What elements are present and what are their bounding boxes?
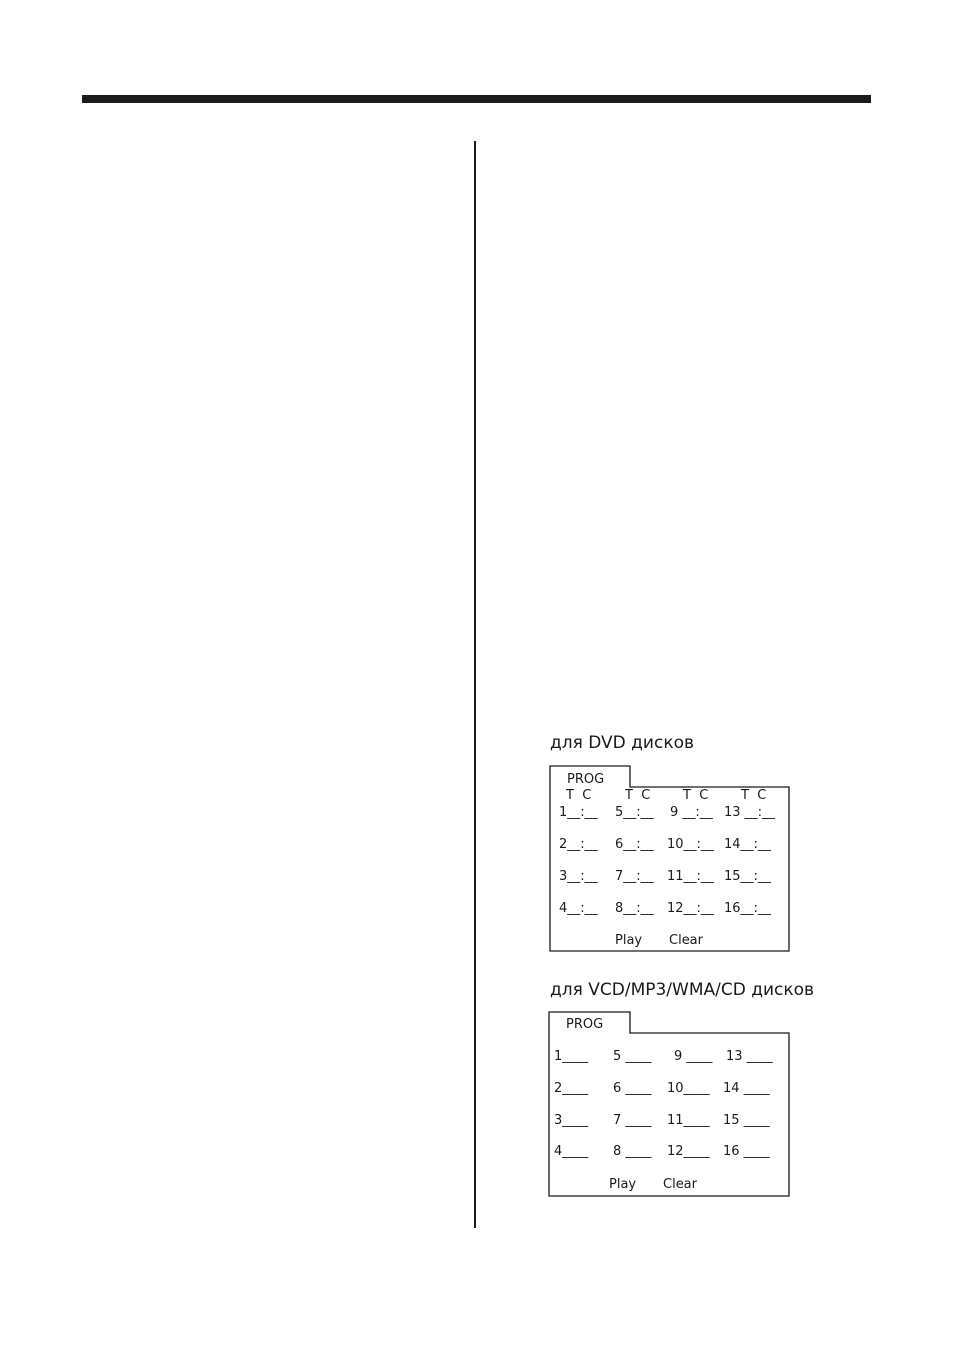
dvd-slot[interactable]: 8__:__ (615, 901, 654, 916)
vcd-slot[interactable]: 16 ____ (723, 1144, 770, 1159)
dvd-slot[interactable]: 1__:__ (559, 805, 598, 820)
dvd-program-menu (549, 765, 790, 952)
dvd-slot[interactable]: 13 __:__ (724, 805, 776, 820)
dvd-slot[interactable]: 3__:__ (559, 869, 598, 884)
dvd-slot[interactable]: 6__:__ (615, 837, 654, 852)
column-divider (474, 141, 476, 1228)
dvd-play-button[interactable]: Play (615, 933, 643, 948)
vcd-slot[interactable]: 11____ (667, 1113, 710, 1128)
dvd-slot[interactable]: 4__:__ (559, 901, 598, 916)
dvd-col-header: T C (566, 788, 592, 803)
vcd-program-menu (548, 1011, 790, 1197)
dvd-clear-button[interactable]: Clear (669, 933, 703, 948)
vcd-slot[interactable]: 13 ____ (726, 1049, 773, 1064)
dvd-slot[interactable]: 9 __:__ (670, 805, 713, 820)
vcd-slot[interactable]: 4____ (554, 1144, 589, 1159)
dvd-slot[interactable]: 15__:__ (724, 869, 771, 884)
vcd-caption: для VCD/MP3/WMA/CD дисков (550, 980, 815, 1000)
dvd-col-header: T C (683, 788, 709, 803)
vcd-slot[interactable]: 2____ (554, 1081, 589, 1096)
dvd-slot[interactable]: 7__:__ (615, 869, 654, 884)
vcd-clear-button[interactable]: Clear (663, 1177, 697, 1192)
dvd-slot[interactable]: 16__:__ (724, 901, 771, 916)
vcd-slot[interactable]: 10____ (667, 1081, 710, 1096)
vcd-play-button[interactable]: Play (609, 1177, 637, 1192)
dvd-caption: для DVD дисков (550, 733, 695, 753)
vcd-slot[interactable]: 6 ____ (613, 1081, 652, 1096)
header-rule (82, 95, 871, 103)
dvd-col-header: T C (741, 788, 767, 803)
dvd-slot[interactable]: 2__:__ (559, 837, 598, 852)
dvd-slot[interactable]: 14__:__ (724, 837, 771, 852)
dvd-slot[interactable]: 10__:__ (667, 837, 714, 852)
dvd-slot[interactable]: 12__:__ (667, 901, 714, 916)
vcd-slot[interactable]: 9 ____ (674, 1049, 713, 1064)
dvd-col-header: T C (625, 788, 651, 803)
vcd-slot[interactable]: 12____ (667, 1144, 710, 1159)
vcd-prog-tab: PROG (566, 1017, 604, 1032)
vcd-slot[interactable]: 14 ____ (723, 1081, 770, 1096)
vcd-slot[interactable]: 3____ (554, 1113, 589, 1128)
dvd-prog-tab: PROG (567, 772, 605, 787)
vcd-slot[interactable]: 15 ____ (723, 1113, 770, 1128)
vcd-slot[interactable]: 8 ____ (613, 1144, 652, 1159)
dvd-slot[interactable]: 11__:__ (667, 869, 714, 884)
vcd-slot[interactable]: 5 ____ (613, 1049, 652, 1064)
vcd-slot[interactable]: 7 ____ (613, 1113, 652, 1128)
dvd-slot[interactable]: 5__:__ (615, 805, 654, 820)
vcd-slot[interactable]: 1____ (554, 1049, 589, 1064)
